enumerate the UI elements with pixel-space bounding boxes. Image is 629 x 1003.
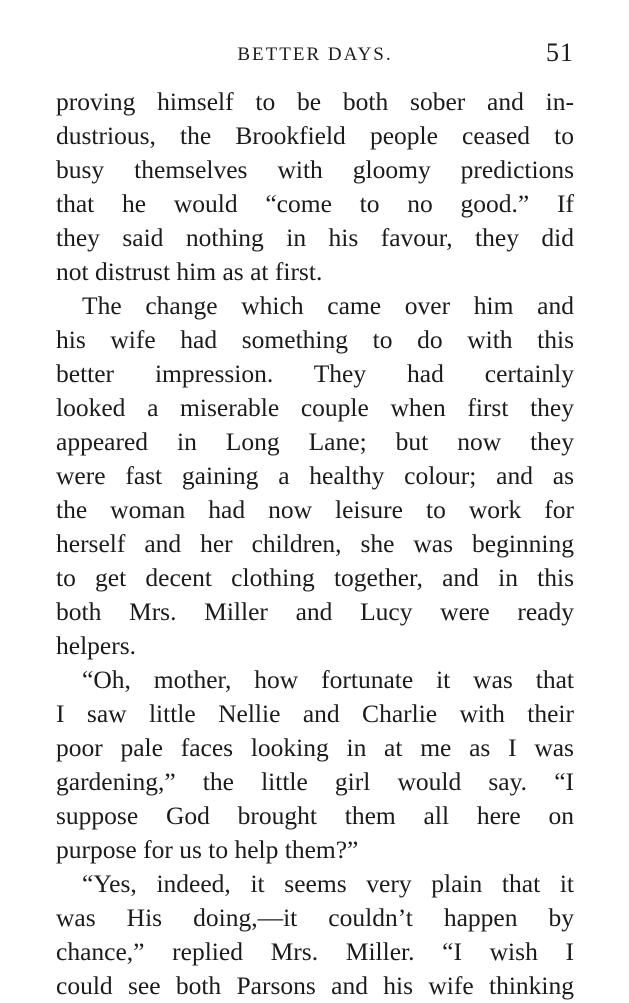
text-line: dustrious, the Brookfield people ceased to: [56, 121, 574, 150]
page-number: 51: [546, 38, 574, 67]
text-line: chance,” replied Mrs. Miller. “I wish I: [56, 937, 574, 966]
text-line: better impression. They had certainly: [56, 359, 574, 388]
running-head: [56, 40, 574, 70]
text-line: that he would “come to no good.” If: [56, 189, 574, 218]
text-line: the woman had now leisure to work for: [56, 495, 574, 524]
text-line: were fast gaining a healthy colour; and as: [56, 461, 574, 490]
text-line: herself and her children, she was beginning: [56, 529, 574, 558]
text-line: “Oh, mother, how fortunate it was that: [82, 665, 574, 694]
text-line: his wife had something to do with this: [56, 325, 574, 354]
text-line: looked a miserable couple when first they: [56, 393, 574, 422]
body-text: [56, 85, 574, 1003]
text-line: poor pale faces looking in at me as I was: [56, 733, 574, 762]
text-line: not distrust him as at first.: [56, 257, 323, 286]
running-title: BETTER DAYS.: [237, 44, 393, 65]
text-line: The change which came over him and: [82, 291, 574, 320]
text-line: I saw little Nellie and Charlie with their: [56, 699, 574, 728]
text-line: purpose for us to help them?”: [56, 835, 359, 864]
text-line: “Yes, indeed, it seems very plain that it: [82, 869, 574, 898]
text-line: helpers.: [56, 631, 137, 660]
text-line: was His doing,—it couldn’t happen by: [56, 903, 574, 932]
text-line: appeared in Long Lane; but now they: [56, 427, 574, 456]
text-line: to get decent clothing together, and in this: [56, 563, 574, 592]
text-line: suppose God brought them all here on: [56, 801, 574, 830]
text-line: both Mrs. Miller and Lucy were ready: [56, 597, 574, 626]
text-line: busy themselves with gloomy predictions: [56, 155, 574, 184]
text-line: gardening,” the little girl would say. “I: [56, 767, 574, 796]
text-line: they said nothing in his favour, they did: [56, 223, 574, 252]
text-line: proving himself to be both sober and in-: [56, 87, 574, 116]
text-line: could see both Parsons and his wife thinking: [56, 971, 574, 1000]
